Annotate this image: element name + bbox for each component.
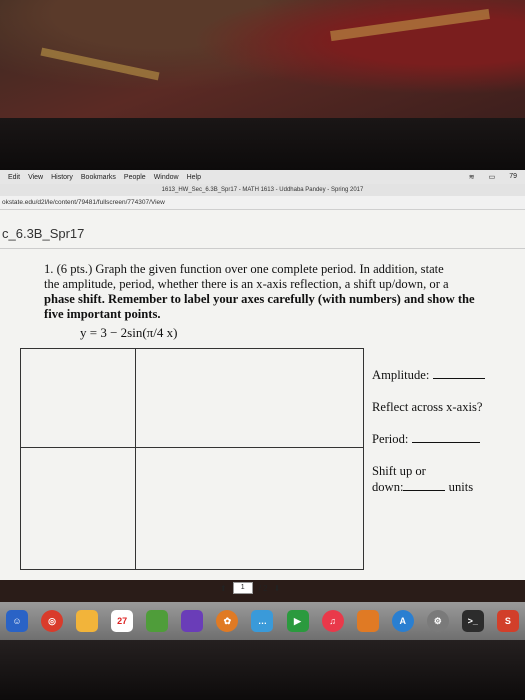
question-text [44,262,504,322]
app-s-icon[interactable]: S [497,610,519,632]
wifi-icon[interactable]: ≋ [468,174,475,181]
document-viewer [0,210,525,580]
shift-down-label [372,480,473,495]
menu-edit[interactable]: Edit [8,173,21,181]
calendar-icon[interactable]: 27 [111,610,133,632]
menu-history[interactable]: History [51,173,73,181]
monitor-bezel-bottom [0,640,525,700]
monitor-bezel-top [0,118,525,170]
terminal-icon[interactable]: >_ [462,610,484,632]
period-text: Period: [372,432,409,446]
menu-window[interactable]: Window [153,173,179,181]
menu-people[interactable]: People [123,173,146,181]
question-line: 1. (6 pts.) Graph the given function over one complete period. In addition, state [44,262,444,276]
function-formula: y = 3 − 2sin(π/4 x) [80,325,178,340]
period-label [372,432,480,447]
carpet-pattern [40,48,159,81]
url-bar[interactable]: okstate.edu/d2l/le/content/79481/fullscreen/774307/View [0,196,525,210]
appstore-icon[interactable]: A [392,610,414,632]
ibooks-icon[interactable] [357,610,379,632]
next-page-icon[interactable]: ⬇ [273,583,281,593]
x-axis-line [21,447,363,448]
question-line: the amplitude, period, whether there is an x-axis reflection, a shift up/down, or a [44,277,449,291]
window-title: 1613_HW_Sec_6.3B_Spr17 - MATH 1613 - Uddhaba Pandey - Spring 2017 [0,184,525,196]
background-carpet [0,0,525,135]
page-total: / 2 [258,583,268,593]
menu-help[interactable]: Help [186,173,202,181]
settings-icon[interactable]: ⚙ [427,610,449,632]
carpet-pattern [330,9,490,41]
down-text: down: [372,480,404,494]
finder-icon[interactable]: ☺ [6,610,28,632]
reflect-label: Reflect across x-axis? [372,400,483,414]
shift-label: Shift up or [372,464,426,478]
period-blank [412,433,480,443]
menu-bookmarks[interactable]: Bookmarks [80,173,116,181]
prev-page-icon[interactable]: ⬆ [220,583,227,593]
question-line: five important points. [44,307,161,321]
page-input[interactable]: 1 [233,582,253,594]
menu-bar [0,170,525,184]
amplitude-blank [433,369,485,379]
facetime-icon[interactable]: ▶ [287,610,309,632]
amplitude-text: Amplitude: [372,368,430,382]
battery-percent: 79 [509,173,517,180]
notes-icon[interactable] [76,610,98,632]
page-navigator [220,580,310,596]
battery-icon[interactable]: ▭ [488,174,496,181]
units-text: units [448,480,474,494]
page-title: c_6.3B_Spr17 [2,226,85,241]
menu-view[interactable]: View [28,173,44,181]
question-line: phase shift. Remember to label your axes carefully (with numbers) and show the [44,292,475,306]
chrome-icon[interactable]: ◎ [41,610,63,632]
shift-blank [403,481,445,491]
title-divider [0,248,525,249]
dock [0,602,525,640]
itunes-icon[interactable]: ♫ [322,610,344,632]
y-axis-line [135,349,136,569]
contacts-icon[interactable] [146,610,168,632]
amplitude-label [372,368,485,383]
graph-grid [20,348,364,570]
reminders-icon[interactable] [181,610,203,632]
messages-icon[interactable]: … [251,610,273,632]
photos-icon[interactable]: ✿ [216,610,238,632]
status-icons [461,173,517,181]
